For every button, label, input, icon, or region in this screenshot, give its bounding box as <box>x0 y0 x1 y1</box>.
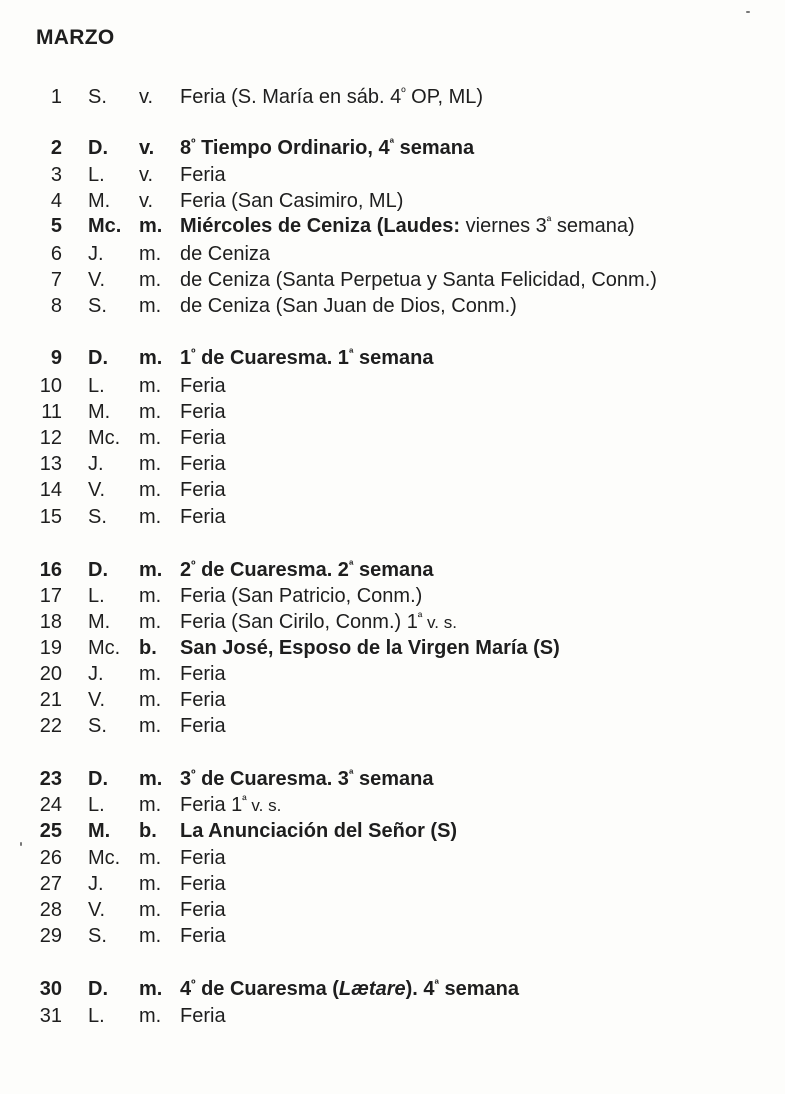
text-segment: semana <box>394 137 475 159</box>
calendar-entry <box>0 425 785 451</box>
weekday-abbr: M. <box>88 401 111 423</box>
day-number: 23 <box>39 768 62 790</box>
calendar-entry <box>0 845 785 871</box>
text-segment: semana <box>438 978 520 1000</box>
day-number: 28 <box>39 899 62 921</box>
celebration-text <box>180 687 226 713</box>
liturgical-color: m. <box>139 401 162 423</box>
celebration-text <box>180 871 226 897</box>
weekday-abbr: L. <box>88 1005 105 1027</box>
text-segment: Feria <box>180 164 226 186</box>
liturgical-color: m. <box>139 243 162 265</box>
text-segment: Feria <box>180 479 226 501</box>
text-segment: 4 <box>180 978 192 1000</box>
liturgical-color: m. <box>139 269 162 291</box>
day-number: 10 <box>39 375 62 397</box>
day-number: 8 <box>50 295 62 317</box>
text-segment: Feria <box>180 925 226 947</box>
day-number: 9 <box>50 347 62 369</box>
ordinal-superscript: ª <box>389 136 395 150</box>
calendar-entry <box>0 451 785 477</box>
liturgical-color: m. <box>139 453 162 475</box>
liturgical-color: m. <box>139 873 162 895</box>
day-number: 1 <box>50 86 62 108</box>
calendar-entry <box>0 687 785 713</box>
day-number: 5 <box>50 215 62 237</box>
celebration-text <box>180 557 433 583</box>
calendar-entry <box>0 345 785 371</box>
day-number: 18 <box>39 611 62 633</box>
text-segment: semana) <box>551 215 635 237</box>
day-number: 25 <box>39 820 62 842</box>
ordinal-superscript: º <box>191 767 196 781</box>
calendar-entry <box>0 373 785 399</box>
day-number: 16 <box>39 559 62 581</box>
day-number: 11 <box>41 401 62 423</box>
calendar-entry <box>0 213 785 239</box>
calendar-entry <box>0 477 785 503</box>
celebration-text <box>180 373 226 399</box>
celebration-text <box>180 188 403 214</box>
text-segment: de Ceniza <box>180 243 271 265</box>
liturgical-color: m. <box>139 479 162 501</box>
text-segment: de Cuaresma ( <box>195 978 339 1000</box>
weekday-abbr: S. <box>88 715 107 737</box>
liturgical-color: v. <box>139 164 154 186</box>
liturgical-color: b. <box>139 820 157 842</box>
calendar-entry <box>0 399 785 425</box>
liturgical-color: m. <box>139 506 162 528</box>
weekday-abbr: Mc. <box>88 847 121 869</box>
day-number: 26 <box>39 847 62 869</box>
text-segment: Lætare <box>338 978 406 1000</box>
weekday-abbr: L. <box>88 794 105 816</box>
celebration-text <box>180 766 433 792</box>
calendar-entry <box>0 609 785 635</box>
day-number: 12 <box>39 427 62 449</box>
text-segment: Feria 1 <box>180 794 243 816</box>
celebration-text <box>180 399 226 425</box>
calendar-entry <box>0 871 785 897</box>
ordinal-superscript: º <box>191 977 196 991</box>
calendar-entry <box>0 713 785 739</box>
celebration-text <box>180 241 270 267</box>
ordinal-superscript: ª <box>348 346 354 360</box>
ordinal-superscript: ª <box>546 214 552 228</box>
day-number: 4 <box>50 190 62 212</box>
text-segment: Feria (San Casimiro, ML) <box>180 190 404 212</box>
weekday-abbr: D. <box>88 347 108 369</box>
text-segment: 8 <box>180 137 192 159</box>
liturgical-color: m. <box>139 347 163 369</box>
ordinal-superscript: º <box>191 558 196 572</box>
weekday-abbr: D. <box>88 559 108 581</box>
text-segment: Feria <box>180 899 226 921</box>
liturgical-color: v. <box>139 86 154 108</box>
text-segment: Feria <box>180 453 226 475</box>
liturgical-color: b. <box>139 637 157 659</box>
calendar-entry <box>0 818 785 844</box>
text-segment: de Ceniza (San Juan de Dios, Conm.) <box>180 295 517 317</box>
weekday-abbr: L. <box>88 585 105 607</box>
weekday-abbr: D. <box>88 137 108 159</box>
weekday-abbr: D. <box>88 978 108 1000</box>
calendar-entry <box>0 162 785 188</box>
weekday-abbr: L. <box>88 164 105 186</box>
day-number: 2 <box>50 137 62 159</box>
liturgical-color: m. <box>139 295 162 317</box>
weekday-abbr: J. <box>88 243 104 265</box>
calendar-entry <box>0 766 785 792</box>
text-segment: semana <box>353 559 434 581</box>
celebration-text <box>180 477 226 503</box>
weekday-abbr: J. <box>88 663 104 685</box>
celebration-text <box>180 162 226 188</box>
liturgical-color: m. <box>139 611 162 633</box>
text-segment: Feria <box>180 427 226 449</box>
day-number: 13 <box>39 453 62 475</box>
text-segment: Feria <box>180 715 226 737</box>
day-number: 21 <box>39 689 62 711</box>
text-segment: Tiempo Ordinario, 4 <box>195 137 390 159</box>
celebration-text <box>180 267 657 293</box>
text-segment: Feria (San Patricio, Conm.) <box>180 585 423 607</box>
ordinal-superscript: ª <box>348 558 354 572</box>
text-segment: Feria (S. María en sáb. 4 <box>180 86 402 108</box>
celebration-text <box>180 792 281 819</box>
ordinal-superscript: ª <box>434 977 439 991</box>
text-segment: Feria <box>180 873 226 895</box>
text-segment: Feria <box>180 847 226 869</box>
liturgical-color: v. <box>139 190 154 212</box>
scan-speck <box>746 11 750 13</box>
weekday-abbr: M. <box>88 820 111 842</box>
celebration-text <box>180 609 457 636</box>
text-segment: Feria <box>180 1005 226 1027</box>
day-number: 3 <box>50 164 62 186</box>
text-segment: OP, ML) <box>405 86 484 108</box>
calendar-entry <box>0 504 785 530</box>
weekday-abbr: S. <box>88 295 107 317</box>
celebration-text <box>180 661 226 687</box>
text-segment: Feria <box>180 375 226 397</box>
liturgical-color: m. <box>139 925 162 947</box>
text-segment: 3 <box>180 768 192 790</box>
text-segment: v. s. <box>246 796 282 815</box>
day-number: 30 <box>39 978 62 1000</box>
liturgical-color: m. <box>139 427 162 449</box>
liturgical-color: m. <box>139 215 163 237</box>
liturgical-color: m. <box>139 375 162 397</box>
weekday-abbr: J. <box>88 873 104 895</box>
text-segment: de Ceniza (Santa Perpetua y Santa Felicidad, Conm.) <box>180 269 657 291</box>
text-segment: Laudes: <box>383 215 461 237</box>
text-segment: viernes 3 <box>460 215 547 237</box>
day-number: 19 <box>39 637 62 659</box>
liturgical-color: m. <box>139 559 163 581</box>
liturgical-color: m. <box>139 899 162 921</box>
celebration-text <box>180 897 226 923</box>
celebration-text <box>180 293 517 319</box>
liturgical-color: m. <box>139 978 163 1000</box>
celebration-text <box>180 504 226 530</box>
weekday-abbr: M. <box>88 190 111 212</box>
liturgical-color: m. <box>139 663 162 685</box>
text-segment: de Cuaresma. 3 <box>195 768 349 790</box>
calendar-entry <box>0 84 785 110</box>
text-segment: semana <box>353 768 434 790</box>
weekday-abbr: Mc. <box>88 215 122 237</box>
liturgical-color: m. <box>139 794 162 816</box>
day-number: 22 <box>39 715 62 737</box>
text-segment: 2 <box>180 559 192 581</box>
text-segment: Feria <box>180 506 226 528</box>
celebration-text <box>180 583 422 609</box>
weekday-abbr: D. <box>88 768 108 790</box>
text-segment: Feria <box>180 663 226 685</box>
day-number: 15 <box>39 506 62 528</box>
ordinal-superscript: º <box>401 85 406 99</box>
text-segment: Feria <box>180 689 226 711</box>
text-segment: de Cuaresma. 1 <box>195 347 349 369</box>
calendar-entry <box>0 293 785 319</box>
calendar-entry <box>0 897 785 923</box>
calendar-entry <box>0 661 785 687</box>
celebration-text <box>180 451 226 477</box>
calendar-entry <box>0 267 785 293</box>
calendar-entry <box>0 241 785 267</box>
calendar-entry <box>0 188 785 214</box>
celebration-text <box>180 135 474 161</box>
celebration-text <box>180 923 226 949</box>
calendar-entry <box>0 792 785 818</box>
weekday-abbr: L. <box>88 375 105 397</box>
liturgical-color: m. <box>139 689 162 711</box>
calendar-entry <box>0 635 785 661</box>
calendar-entry <box>0 135 785 161</box>
scan-speck <box>20 842 22 846</box>
weekday-abbr: V. <box>88 689 106 711</box>
liturgical-color: m. <box>139 847 162 869</box>
celebration-text <box>180 345 433 371</box>
celebration-text <box>180 818 457 844</box>
celebration-text <box>180 976 519 1002</box>
ordinal-superscript: ª <box>348 767 354 781</box>
day-number: 17 <box>39 585 62 607</box>
text-segment: de Cuaresma. 2 <box>195 559 349 581</box>
text-segment: San José, Esposo de la Virgen María (S) <box>180 637 560 659</box>
celebration-text <box>180 84 483 110</box>
weekday-abbr: Mc. <box>88 427 121 449</box>
day-number: 20 <box>39 663 62 685</box>
liturgical-color: v. <box>139 137 155 159</box>
weekday-abbr: S. <box>88 86 107 108</box>
month-title: MARZO <box>36 26 115 49</box>
text-segment: La Anunciación del Señor (S) <box>180 820 458 842</box>
weekday-abbr: V. <box>88 479 106 501</box>
liturgical-color: m. <box>139 768 163 790</box>
calendar-entry <box>0 923 785 949</box>
ordinal-superscript: º <box>191 346 196 360</box>
ordinal-superscript: ª <box>417 610 423 624</box>
day-number: 29 <box>39 925 62 947</box>
day-number: 14 <box>39 479 62 501</box>
day-number: 27 <box>39 873 62 895</box>
text-segment: ). 4 <box>405 978 435 1000</box>
text-segment: v. s. <box>422 613 457 632</box>
weekday-abbr: Mc. <box>88 637 121 659</box>
calendar-entry <box>0 976 785 1002</box>
liturgical-color: m. <box>139 585 162 607</box>
weekday-abbr: V. <box>88 269 106 291</box>
day-number: 7 <box>50 269 62 291</box>
liturgical-color: m. <box>139 715 162 737</box>
celebration-text <box>180 213 635 239</box>
day-number: 31 <box>39 1005 62 1027</box>
ordinal-superscript: º <box>191 136 196 150</box>
ordinal-superscript: ª <box>242 793 247 807</box>
celebration-text <box>180 1003 226 1029</box>
celebration-text <box>180 425 226 451</box>
celebration-text <box>180 713 226 739</box>
weekday-abbr: M. <box>88 611 111 633</box>
day-number: 6 <box>50 243 62 265</box>
calendar-entry <box>0 557 785 583</box>
text-segment: Miércoles de Ceniza ( <box>180 215 384 237</box>
weekday-abbr: J. <box>88 453 104 475</box>
weekday-abbr: V. <box>88 899 106 921</box>
text-segment: 1 <box>180 347 192 369</box>
text-segment: semana <box>353 347 434 369</box>
weekday-abbr: S. <box>88 506 107 528</box>
text-segment: Feria (San Cirilo, Conm.) 1 <box>180 611 418 633</box>
calendar-entry <box>0 583 785 609</box>
liturgical-color: m. <box>139 1005 162 1027</box>
celebration-text <box>180 845 226 871</box>
calendar-entry <box>0 1003 785 1029</box>
weekday-abbr: S. <box>88 925 107 947</box>
celebration-text <box>180 635 560 661</box>
day-number: 24 <box>39 794 62 816</box>
text-segment: Feria <box>180 401 226 423</box>
